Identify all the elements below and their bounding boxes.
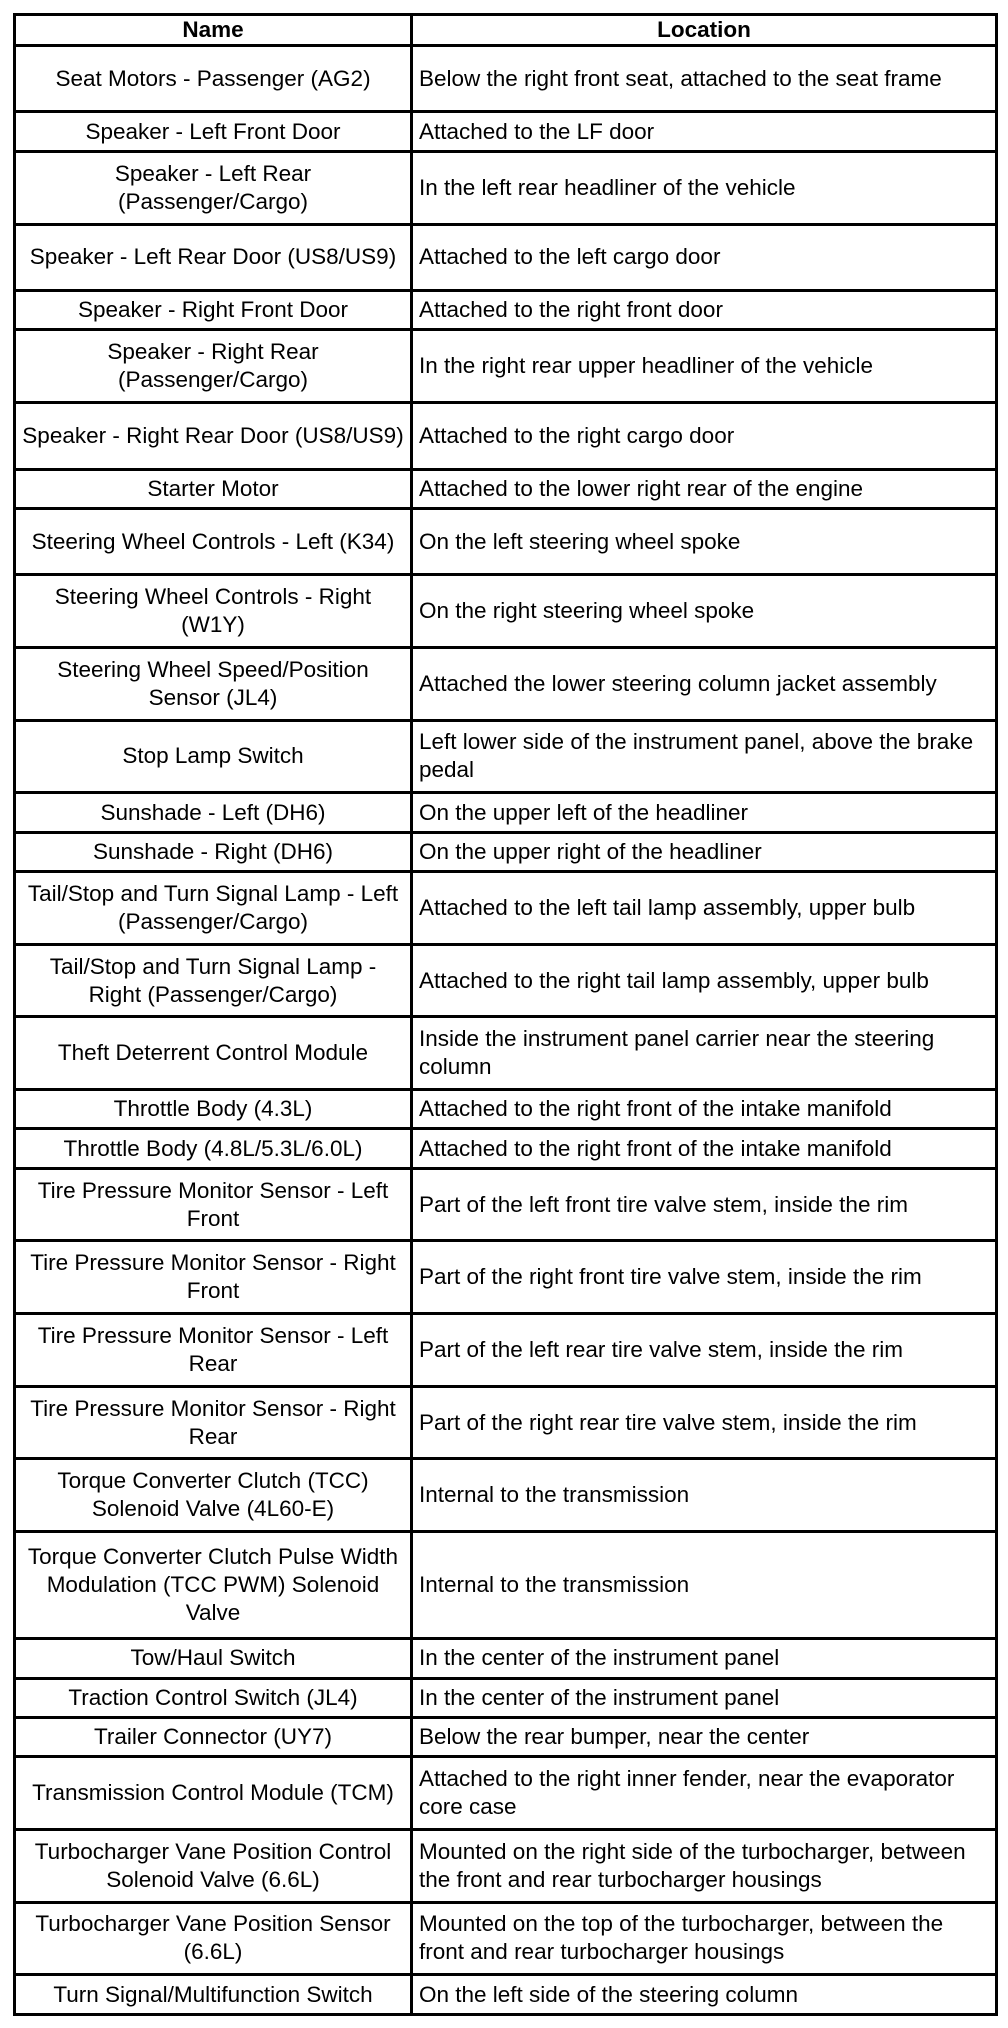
table-row [15,1017,997,1090]
table-row [15,330,997,403]
component-location-cell: Attached the lower steering column jacket assembly [412,648,997,721]
component-name-cell: Turn Signal/Multifunction Switch [15,1975,412,2015]
component-location-cell: Left lower side of the instrument panel, above the brake pedal [412,720,997,793]
component-location-cell: Part of the right rear tire valve stem, inside the rim [412,1386,997,1459]
component-name-cell: Trailer Connector (UY7) [15,1717,412,1756]
component-location-document [13,13,995,2016]
table-row [15,1757,997,1830]
component-location-cell: Attached to the right front of the intake manifold [412,1090,997,1129]
component-name-cell: Speaker - Left Front Door [15,112,412,151]
table-row [15,508,997,574]
component-name-cell: Speaker - Right Rear Door (US8/US9) [15,403,412,469]
component-location-cell: Internal to the transmission [412,1459,997,1532]
component-name-cell: Throttle Body (4.3L) [15,1090,412,1129]
component-location-cell: On the left side of the steering column [412,1975,997,2015]
column-header-name: Name [15,15,412,46]
component-name-cell: Tail/Stop and Turn Signal Lamp - Left (Passenger/Cargo) [15,872,412,945]
table-row [15,1829,997,1902]
component-location-cell: On the upper right of the headliner [412,832,997,871]
component-name-cell: Sunshade - Left (DH6) [15,793,412,832]
component-name-cell: Tire Pressure Monitor Sensor - Left Rear [15,1314,412,1387]
table-row [15,469,997,508]
table-row [15,793,997,832]
component-name-cell: Stop Lamp Switch [15,720,412,793]
component-name-cell: Traction Control Switch (JL4) [15,1678,412,1717]
component-name-cell: Theft Deterrent Control Module [15,1017,412,1090]
table-row [15,1717,997,1756]
table-row [15,46,997,112]
component-location-cell: Attached to the left tail lamp assembly, upper bulb [412,872,997,945]
table-row [15,832,997,871]
table-row [15,1975,997,2015]
table-row [15,1168,997,1241]
table-row [15,720,997,793]
component-location-cell: On the left steering wheel spoke [412,508,997,574]
component-location-cell: In the center of the instrument panel [412,1678,997,1717]
table-row [15,944,997,1017]
component-location-cell: Attached to the right front door [412,291,997,330]
table-row [15,1678,997,1717]
table-row [15,872,997,945]
component-name-cell: Steering Wheel Speed/Position Sensor (JL4) [15,648,412,721]
table-row [15,575,997,648]
component-location-cell: Mounted on the right side of the turbocharger, between the front and rear turbocharger housings [412,1829,997,1902]
component-location-cell: Below the rear bumper, near the center [412,1717,997,1756]
component-name-cell: Torque Converter Clutch (TCC) Solenoid Valve (4L60-E) [15,1459,412,1532]
table-row [15,112,997,151]
component-name-cell: Speaker - Left Rear Door (US8/US9) [15,224,412,290]
component-location-table [13,13,998,2016]
component-name-cell: Turbocharger Vane Position Sensor (6.6L) [15,1902,412,1975]
component-location-cell: On the right steering wheel spoke [412,575,997,648]
table-row [15,291,997,330]
component-name-cell: Steering Wheel Controls - Right (W1Y) [15,575,412,648]
component-location-cell: Attached to the lower right rear of the engine [412,469,997,508]
component-name-cell: Speaker - Right Front Door [15,291,412,330]
component-location-cell: On the upper left of the headliner [412,793,997,832]
component-location-cell: In the center of the instrument panel [412,1639,997,1678]
component-location-cell: Part of the left front tire valve stem, inside the rim [412,1168,997,1241]
table-row [15,224,997,290]
table-row [15,648,997,721]
component-location-cell: In the left rear headliner of the vehicle [412,151,997,224]
component-name-cell: Seat Motors - Passenger (AG2) [15,46,412,112]
component-location-cell: Internal to the transmission [412,1532,997,1639]
component-name-cell: Tow/Haul Switch [15,1639,412,1678]
table-row [15,151,997,224]
table-row [15,1532,997,1639]
component-location-cell: Part of the right front tire valve stem, inside the rim [412,1241,997,1314]
component-location-cell: Attached to the right front of the intake manifold [412,1129,997,1168]
component-name-cell: Torque Converter Clutch Pulse Width Modulation (TCC PWM) Solenoid Valve [15,1532,412,1639]
table-row [15,1129,997,1168]
header-row [15,15,997,46]
table-row [15,1902,997,1975]
component-name-cell: Speaker - Right Rear (Passenger/Cargo) [15,330,412,403]
component-name-cell: Speaker - Left Rear (Passenger/Cargo) [15,151,412,224]
component-name-cell: Steering Wheel Controls - Left (K34) [15,508,412,574]
component-location-cell: Inside the instrument panel carrier near the steering column [412,1017,997,1090]
table-row [15,1090,997,1129]
component-location-cell: Attached to the right cargo door [412,403,997,469]
component-name-cell: Sunshade - Right (DH6) [15,832,412,871]
component-location-cell: Attached to the right inner fender, near the evaporator core case [412,1757,997,1830]
component-name-cell: Tire Pressure Monitor Sensor - Left Front [15,1168,412,1241]
component-name-cell: Tire Pressure Monitor Sensor - Right Rear [15,1386,412,1459]
component-location-cell: Below the right front seat, attached to the seat frame [412,46,997,112]
component-location-cell: Mounted on the top of the turbocharger, between the front and rear turbocharger housings [412,1902,997,1975]
component-location-cell: Attached to the right tail lamp assembly, upper bulb [412,944,997,1017]
table-row [15,1639,997,1678]
component-name-cell: Throttle Body (4.8L/5.3L/6.0L) [15,1129,412,1168]
table-row [15,1386,997,1459]
component-location-cell: In the right rear upper headliner of the vehicle [412,330,997,403]
table-row [15,1314,997,1387]
column-header-location: Location [412,15,997,46]
table-row [15,1459,997,1532]
component-name-cell: Tail/Stop and Turn Signal Lamp - Right (Passenger/Cargo) [15,944,412,1017]
component-name-cell: Starter Motor [15,469,412,508]
component-name-cell: Tire Pressure Monitor Sensor - Right Front [15,1241,412,1314]
table-row [15,1241,997,1314]
component-name-cell: Transmission Control Module (TCM) [15,1757,412,1830]
component-location-cell: Attached to the left cargo door [412,224,997,290]
component-location-cell: Attached to the LF door [412,112,997,151]
table-row [15,403,997,469]
component-name-cell: Turbocharger Vane Position Control Solenoid Valve (6.6L) [15,1829,412,1902]
component-location-cell: Part of the left rear tire valve stem, inside the rim [412,1314,997,1387]
